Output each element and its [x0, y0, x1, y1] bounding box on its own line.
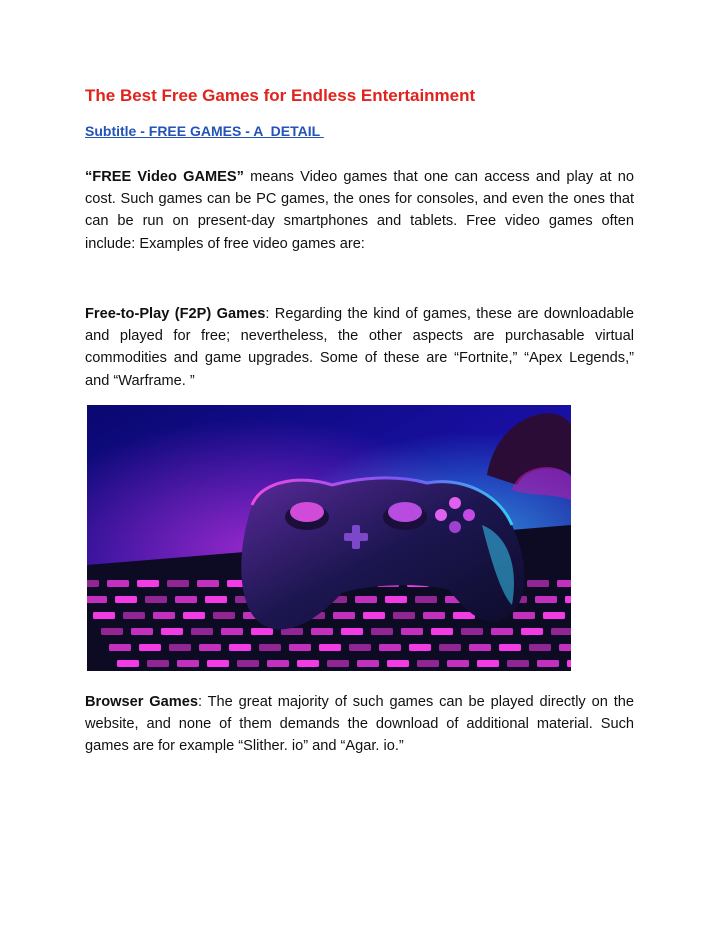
keyboard-key — [289, 644, 311, 651]
keyboard-key — [259, 644, 281, 651]
keyboard-key — [197, 580, 219, 587]
keyboard-key — [477, 660, 499, 667]
keyboard-key — [115, 596, 137, 603]
keyboard-key — [543, 612, 565, 619]
paragraph-f2p-games — [85, 303, 634, 392]
keyboard-key — [267, 660, 289, 667]
keyboard-key — [415, 596, 437, 603]
keyboard-key — [87, 596, 107, 603]
keyboard-key — [423, 612, 445, 619]
keyboard-key — [137, 580, 159, 587]
keyboard-key — [147, 660, 169, 667]
paragraph-lead-free-video-games: “FREE Video GAMES” — [85, 169, 244, 185]
keyboard-key — [401, 628, 423, 635]
face-button-left — [435, 509, 447, 521]
keyboard-key — [87, 580, 99, 587]
keyboard-key — [529, 644, 551, 651]
keyboard-key — [565, 596, 571, 603]
keyboard-key — [139, 644, 161, 651]
paragraph-browser-games — [85, 691, 634, 758]
keyboard-key — [431, 628, 453, 635]
keyboard-key — [385, 596, 407, 603]
keyboard-key — [513, 612, 535, 619]
keyboard-key — [109, 644, 131, 651]
keyboard-key — [183, 612, 205, 619]
keyboard-key — [551, 628, 571, 635]
dpad-vertical — [352, 525, 360, 549]
page-title: The Best Free Games for Endless Entertainment — [85, 86, 476, 105]
keyboard-key — [199, 644, 221, 651]
left-thumbstick — [290, 502, 324, 522]
keyboard-key — [161, 628, 183, 635]
keyboard-key — [349, 644, 371, 651]
keyboard-key — [527, 580, 549, 587]
keyboard-key — [393, 612, 415, 619]
keyboard-key — [177, 660, 199, 667]
keyboard-key — [131, 628, 153, 635]
page-subtitle: Subtitle - FREE GAMES - A DETAIL — [85, 123, 324, 139]
right-thumbstick — [388, 502, 422, 522]
paragraph-free-video-games — [85, 166, 634, 255]
keyboard-key — [499, 644, 521, 651]
keyboard-key — [167, 580, 189, 587]
keyboard-key — [221, 628, 243, 635]
keyboard-key — [379, 644, 401, 651]
keyboard-key — [387, 660, 409, 667]
keyboard-key — [535, 596, 557, 603]
keyboard-key — [507, 660, 529, 667]
keyboard-key — [355, 596, 377, 603]
gamepad-photo-illustration — [87, 405, 571, 671]
keyboard-key — [537, 660, 559, 667]
keyboard-key — [469, 644, 491, 651]
keyboard-key — [101, 628, 123, 635]
paragraph-body-browser-games: : The great majority of such games can be played directly on the website, and none of them demands the download of additional material. Such games are for example “Slither. io” and “Agar. io.” — [85, 694, 634, 755]
paragraph-lead-f2p-games: Free-to-Play (F2P) Games — [85, 306, 266, 322]
keyboard-key — [169, 644, 191, 651]
keyboard-key — [237, 660, 259, 667]
keyboard-key — [341, 628, 363, 635]
keyboard-key — [371, 628, 393, 635]
keyboard-key — [417, 660, 439, 667]
keyboard-key — [559, 644, 571, 651]
keyboard-key — [439, 644, 461, 651]
keyboard-key — [213, 612, 235, 619]
keyboard-key — [123, 612, 145, 619]
keyboard-key — [327, 660, 349, 667]
keyboard-key — [521, 628, 543, 635]
keyboard-key — [117, 660, 139, 667]
keyboard-key — [333, 612, 355, 619]
keyboard-key — [447, 660, 469, 667]
keyboard-key — [297, 660, 319, 667]
keyboard-key — [175, 596, 197, 603]
keyboard-key — [357, 660, 379, 667]
keyboard-key — [409, 644, 431, 651]
keyboard-key — [363, 612, 385, 619]
keyboard-key — [461, 628, 483, 635]
paragraph-body-free-video-games: means Video games that one can access and play at no cost. Such games can be PC games, the ones for consoles, and even the ones that can be run on present-day smartphones and tablets. Free video games often include: Examples of free video games are: — [85, 169, 634, 252]
keyboard-key — [251, 628, 273, 635]
keyboard-key — [229, 644, 251, 651]
keyboard-key — [107, 580, 129, 587]
keyboard-key — [491, 628, 513, 635]
keyboard-key — [311, 628, 333, 635]
face-button-right — [463, 509, 475, 521]
keyboard-key — [153, 612, 175, 619]
keyboard-key — [205, 596, 227, 603]
face-button-bottom — [449, 521, 461, 533]
keyboard-key — [557, 580, 571, 587]
keyboard-key — [191, 628, 213, 635]
keyboard-key — [567, 660, 571, 667]
keyboard-key — [319, 644, 341, 651]
keyboard-key — [207, 660, 229, 667]
keyboard-key — [93, 612, 115, 619]
keyboard-key — [145, 596, 167, 603]
paragraph-body-f2p-games: : Regarding the kind of games, these are downloadable and played for free; nevertheless, the other aspects are purchasable virtual commodities and game upgrades. Some of these are “Fortnite,” “Apex Legends,” and “Warframe. ” — [85, 306, 634, 389]
paragraph-lead-browser-games: Browser Games — [85, 694, 198, 710]
face-button-top — [449, 497, 461, 509]
gamepad-photo — [87, 405, 571, 671]
